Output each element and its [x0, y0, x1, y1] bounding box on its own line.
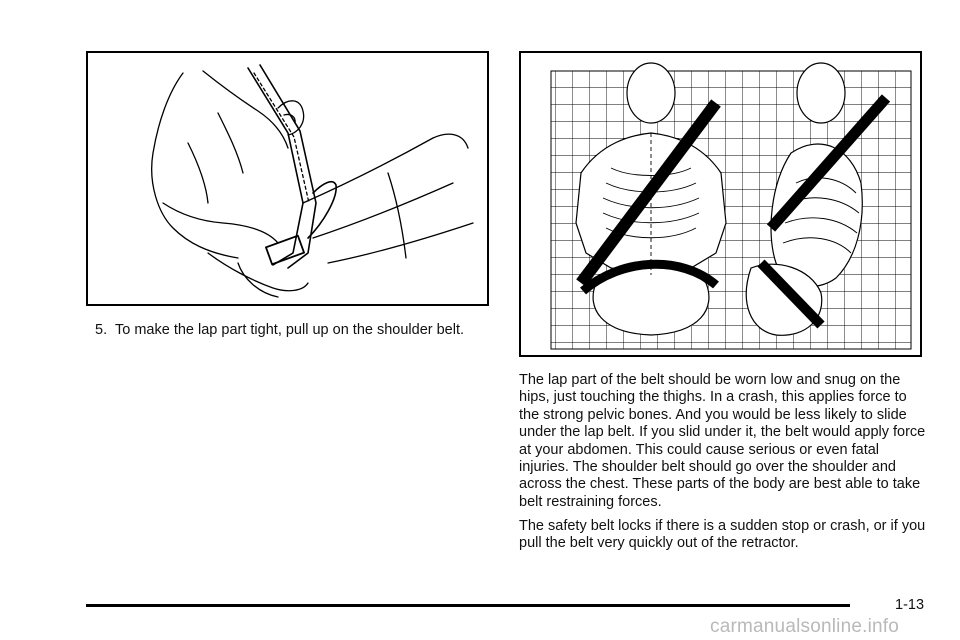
page-number: 1-13 — [895, 597, 925, 613]
illustration-pull-shoulder-belt — [86, 51, 489, 306]
watermark: carmanualsonline.info — [710, 616, 900, 637]
step-number: 5. — [95, 322, 108, 338]
step-5 — [95, 322, 475, 339]
lap-belt-tightening-drawing — [88, 53, 487, 304]
step-text: To make the lap part tight, pull up on the shoulder belt. — [115, 322, 465, 338]
paragraph-belt-locking: The safety belt locks if there is a sudden stop or crash, or if you pull the belt very quickly out of the retractor. — [519, 518, 926, 552]
illustration-belt-position-skeleton — [519, 51, 922, 357]
skeleton-belt-diagram — [521, 53, 920, 355]
paragraph-lap-belt-position: The lap part of the belt should be worn low and snug on the hips, just touching the thighs. In a crash, this applies force to the strong pelvic bones. And you would be less likely to slide under the lap belt. If you slid under it, the belt would apply force at your abdomen. This could cause serious or even fatal injuries. The shoulder belt should go over the shoulder and across the chest. These parts of the body are best able to take belt restraining forces. — [519, 372, 926, 510]
footer-rule — [86, 604, 850, 607]
